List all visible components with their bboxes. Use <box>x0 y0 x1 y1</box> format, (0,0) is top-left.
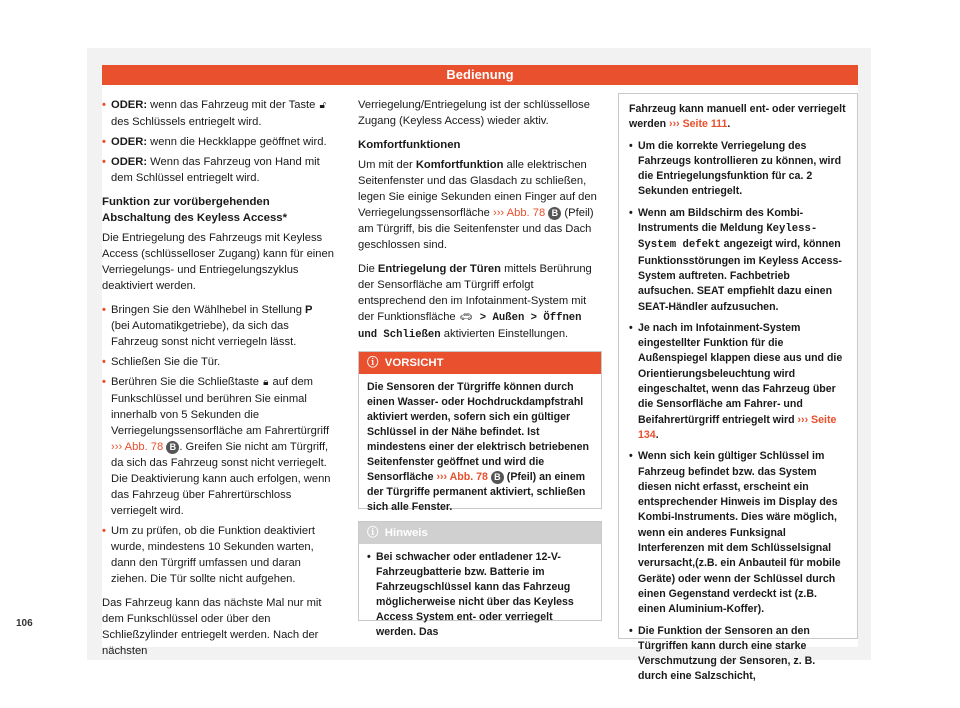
list-item-text: wenn das Fahrzeug mit der Taste <box>147 99 319 111</box>
figure-callout: B <box>166 441 179 454</box>
step-text: Bringen Sie den Wählhebel in Stellung <box>111 304 306 316</box>
step-text: auf dem Funkschlüssel und berühren Sie einmal innerhalb von 5 Sekunden die Verriegelungssensorfläche am Fahrertürgriff <box>111 376 330 437</box>
text: Wenn sich kein gültiger Schlüssel im Fahrzeug befindet bzw. das System diesen nicht erfasst, erscheint ein entsprechender Hinweis im Display des Kombi-Instruments. Dies wäre möglich, wenn ein anderes Funksignal Interferenzen mit dem Schlüsselsignal verursacht,(z.B. ein Anbauteil für mobile Geräte) oder wenn der Schlüssel durch einen Gegenstand verdeckt ist (z.B. einen Aluminium-Koffer). <box>638 450 841 616</box>
list-item-text: wenn die Heckklappe geöffnet wird. <box>147 136 327 148</box>
list-item <box>629 321 847 443</box>
list-item-text: des Schlüssels entriegelt wird. <box>111 116 262 128</box>
text: Um mit der <box>358 159 416 171</box>
text: mittels Berührung der Sensorfläche am Türgriff erfolgt entsprechend den im Infotainment-System mit der Funktionsfläche <box>358 263 592 323</box>
warning-box <box>358 351 602 513</box>
step-text: Schließen Sie die Tür. <box>111 356 221 368</box>
hint-continuation-box <box>618 93 858 683</box>
list-item-label: ODER: <box>111 99 148 111</box>
text: Die Funktion der Sensoren an den Türgriffen kann durch eine starke Verschmutzung der Sensoren, z. B. durch eine Salzschicht, <box>638 624 816 683</box>
list-item-label: ODER: <box>111 136 148 148</box>
gear-position: P <box>305 304 313 316</box>
text: Je nach im Infotainment-System eingestellter Funktion für die Außenspiegel klappen diese aus und die Orientierungsbeleuchtung wird eingeschaltet, wenn das Fahrzeug über die Sensorfläche am Fahrer- und Beifahrertürgriff entriegelt wird <box>638 321 843 426</box>
page-link[interactable]: ››› Seite 111 <box>669 118 728 131</box>
paragraph <box>629 102 847 133</box>
list-item <box>102 154 334 186</box>
step-text: Berühren Sie die Schließtaste <box>111 376 263 388</box>
text: Fahrzeug kann manuell ent- oder verriegelt werden <box>629 103 846 131</box>
text-emphasis: Komfortfunktion <box>415 159 504 171</box>
paragraph: Die Entriegelung des Fahrzeugs mit Keyless Access (schlüsselloser Zugang) kann für einen Verriegelungs- und Entriegelungszyklus deaktiviert werden. <box>102 232 334 292</box>
figure-callout: B <box>548 207 561 220</box>
figure-callout: B <box>491 471 504 484</box>
step-item <box>102 302 334 350</box>
page-title: Bedienung <box>446 67 514 82</box>
column-left <box>102 97 334 667</box>
list-item <box>629 624 847 685</box>
page-body <box>102 85 858 683</box>
hint-box <box>358 521 602 638</box>
step-item <box>102 354 334 370</box>
list-item <box>629 206 847 315</box>
hint-title: Hinweis <box>384 527 428 539</box>
section-heading: Funktion zur vorübergehenden Abschaltung des Keyless Access* <box>102 196 288 224</box>
warning-title: VORSICHT <box>384 357 444 369</box>
list-item-label: ODER: <box>111 156 148 168</box>
step-text: (bei Automatikgetriebe), da sich das Fahrzeug sonst nicht verriegeln lässt. <box>111 320 297 348</box>
section-heading: Komfortfunktionen <box>358 139 461 151</box>
text: alle elektrischen Seitenfenster und das Glasdach zu schließen, legen Sie einige Sekunden einen Finger auf den Verriegelungssensorfläche <box>358 159 597 219</box>
figure-link[interactable]: ››› Abb. 78 <box>492 207 546 219</box>
text: (Pfeil) an einem der Türgriffe permanent aktiviert, schließen sich alle Fenster. <box>367 471 586 513</box>
warning-header <box>359 352 601 374</box>
step-text: Um zu prüfen, ob die Funktion deaktiviert wurde, mindestens 10 Sekunden warten, dann den Türgriff umfassen und daran ziehen. Die Tür sollte nicht aufgehen. <box>111 525 315 585</box>
unlock-icon: 🔓︎ <box>319 100 326 111</box>
list-item <box>367 550 593 640</box>
header-bar <box>102 65 858 85</box>
column-right <box>618 93 858 683</box>
hint-header <box>359 522 601 544</box>
text-emphasis: Entriegelung der Türen <box>377 263 501 275</box>
car-icon: 🚗︎ <box>459 312 473 323</box>
list-item <box>629 139 847 200</box>
step-item <box>102 523 334 587</box>
page-link[interactable]: ››› Seite 134 <box>638 413 837 441</box>
warning-icon: ⓘ <box>367 357 379 369</box>
text: (Pfeil) am Türgriff, bis die Seitenfenster und das Dach geschlossen sind. <box>358 207 594 251</box>
text: Die Sensoren der Türgriffe können durch einen Wasser- oder Hochdruckdampfstrahl aktiviert werden, sofern sich ein gültiger Schlüssel in der Nähe befindet. Ist mindestens einer der elektrisch betriebenen Seitenfenster geöffnet und wird die Sensorfläche <box>367 381 589 483</box>
text: angezeigt wird, können Funktionsstörungen im Keyless Access-System auftreten. Fachbetrieb aufsuchen. SEAT empfiehlt dazu einen SEAT-Händler aufzusuchen. <box>638 238 842 313</box>
warning-text <box>359 374 601 521</box>
menu-path: > Außen > Öffnen und Schließen <box>358 312 582 341</box>
text: Um die korrekte Verriegelung des Fahrzeugs kontrollieren zu können, wird die Entriegelungsfunktion für ca. 2 Sekunden entriegelt. <box>638 139 842 198</box>
paragraph: Verriegelung/Entriegelung ist der schlüssellose Zugang (Keyless Access) wieder aktiv. <box>358 99 590 127</box>
figure-link[interactable]: ››› Abb. 78 <box>436 471 488 483</box>
text: . <box>727 118 731 131</box>
list-item <box>629 449 847 617</box>
lock-icon: 🔒︎ <box>263 377 269 388</box>
paragraph <box>358 261 602 343</box>
figure-link[interactable]: ››› Abb. 78 <box>111 441 164 453</box>
list-item <box>102 97 334 130</box>
text: Wenn am Bildschirm des Kombi-Instruments die Meldung <box>638 206 804 235</box>
column-middle <box>358 97 602 351</box>
hint-text <box>359 544 601 650</box>
paragraph <box>358 157 602 253</box>
page-number: 106 <box>16 618 33 629</box>
list-item-text: Wenn das Fahrzeug von Hand mit dem Schlüssel entriegelt wird. <box>111 156 320 184</box>
text: Bei schwacher oder entladener 12-V-Fahrzeugbatterie bzw. Batterie im Fahrzeugschlüssel kann das Fahrzeug möglicherweise nicht über das Keyless Access System ent- oder verriegelt werden. Das <box>376 551 574 638</box>
text: Die <box>358 263 378 275</box>
info-icon: ⓘ <box>367 527 379 539</box>
list-item <box>102 134 334 150</box>
paragraph: Das Fahrzeug kann das nächste Mal nur mit dem Funkschlüssel oder über den Schließzylinder entriegelt werden. Nach der nächsten <box>102 597 322 657</box>
step-item <box>102 374 334 519</box>
text: aktivierten Einstellungen. <box>440 328 569 340</box>
display-message: Keyless-System defekt <box>638 223 818 252</box>
step-text: . Greifen Sie nicht am Türgriff, da sich das Fahrzeug sonst nicht verriegelt. Die Deaktivierung kann auch erfolgen, wenn das Fahrzeug über Fahrertürschloss verriegelt wird. <box>111 441 331 517</box>
text: . <box>655 428 659 441</box>
